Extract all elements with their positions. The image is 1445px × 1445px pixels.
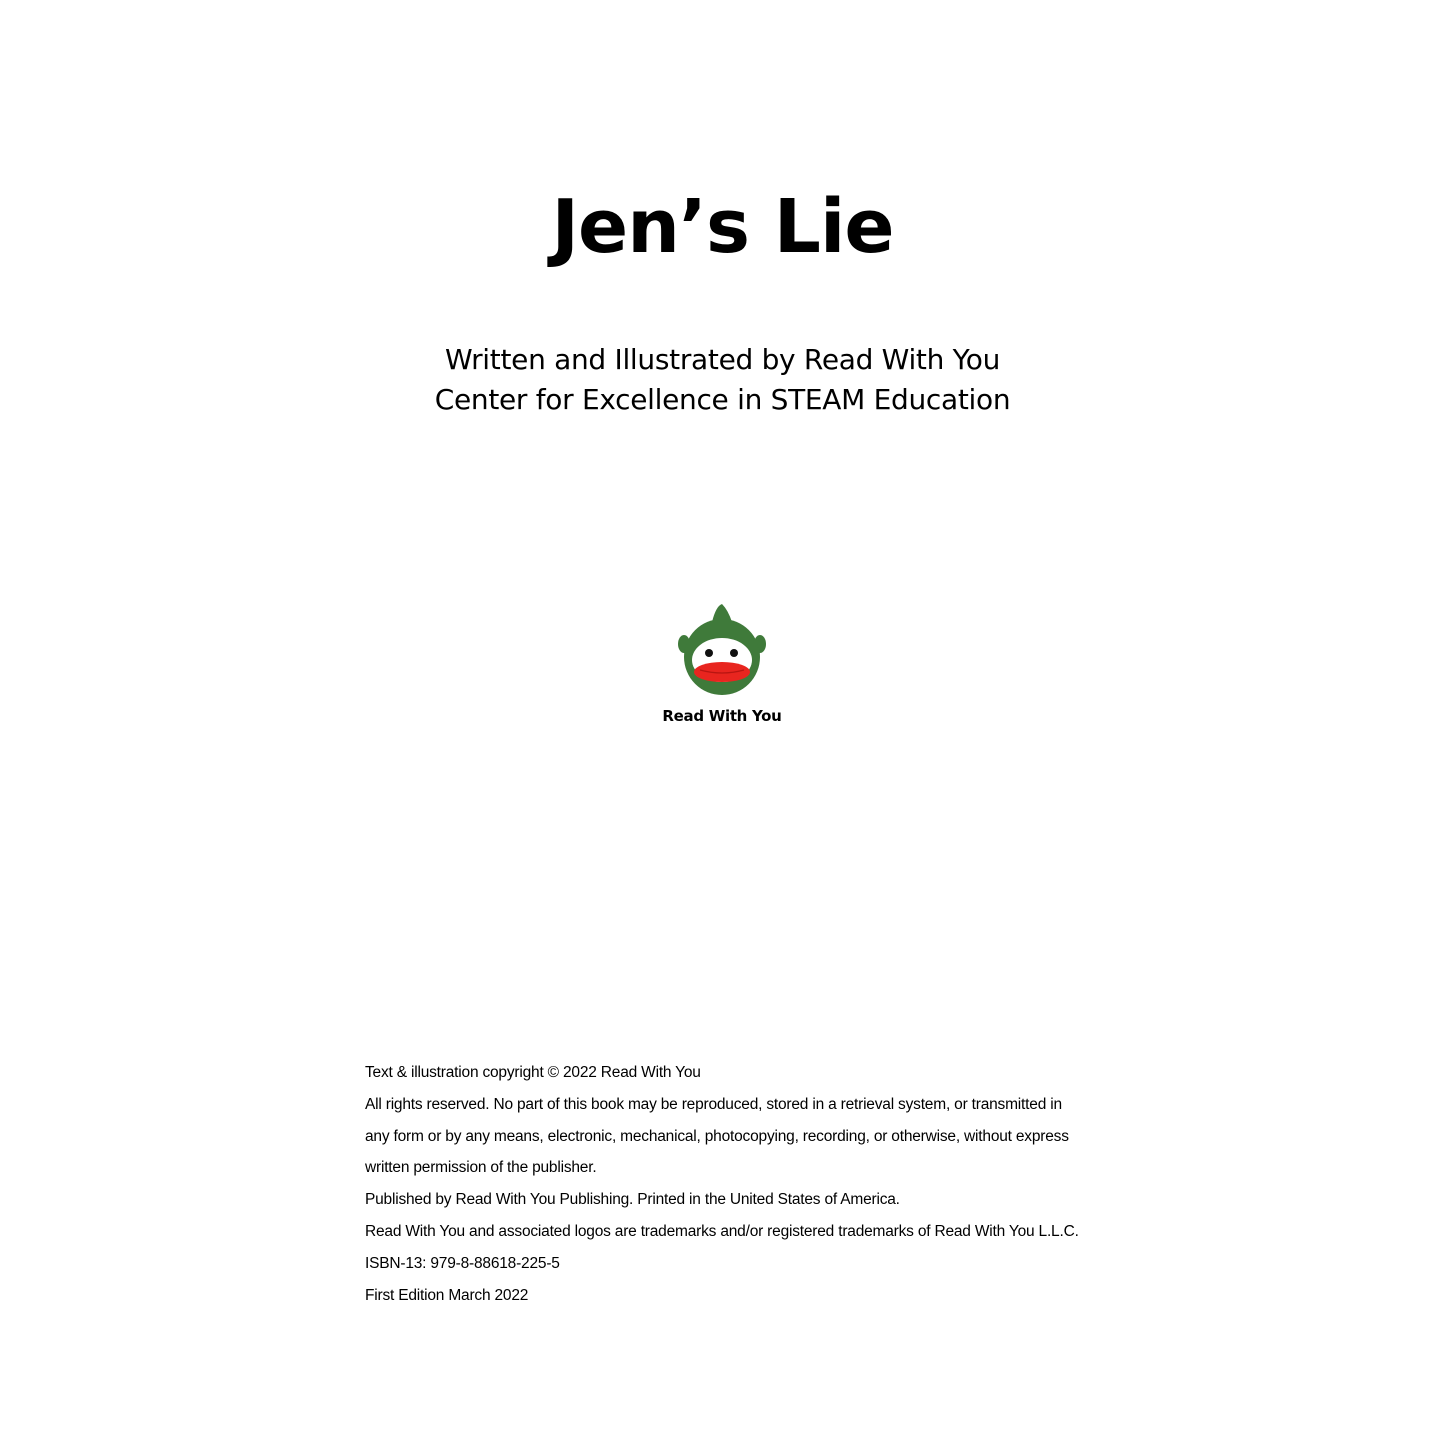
- copyright-line: Text & illustration copyright © 2022 Read With You: [365, 1064, 701, 1081]
- byline: [0, 340, 1445, 420]
- edition-line: First Edition March 2022: [365, 1286, 529, 1304]
- trademark-line: Read With You and associated logos are trademarks and/or registered trademarks of Read With You L.L.C.: [365, 1222, 1079, 1240]
- green-monkey-face-icon: [678, 604, 766, 700]
- publisher-line: Published by Read With You Publishing. Printed in the United States of America.: [365, 1191, 900, 1209]
- logo-text: Read With You: [662, 707, 782, 725]
- rights-line: All rights reserved. No part of this book may be reproduced, stored in a retrieval system, or transmitted in: [365, 1095, 1062, 1113]
- rights-line: written permission of the publisher.: [365, 1159, 597, 1177]
- rights-line: any form or by any means, electronic, mechanical, photocopying, recording, or otherwise, without express: [365, 1127, 1069, 1145]
- publisher-logo: [622, 604, 822, 734]
- copyright-block: [365, 1057, 1105, 1311]
- author-line: Written and Illustrated by Read With You: [444, 343, 1001, 376]
- isbn-line: ISBN-13: 979-8-88618-225-5: [365, 1254, 560, 1272]
- page-title: Jen’s Lie: [551, 184, 894, 270]
- organization-line: Center for Excellence in STEAM Education: [434, 383, 1011, 416]
